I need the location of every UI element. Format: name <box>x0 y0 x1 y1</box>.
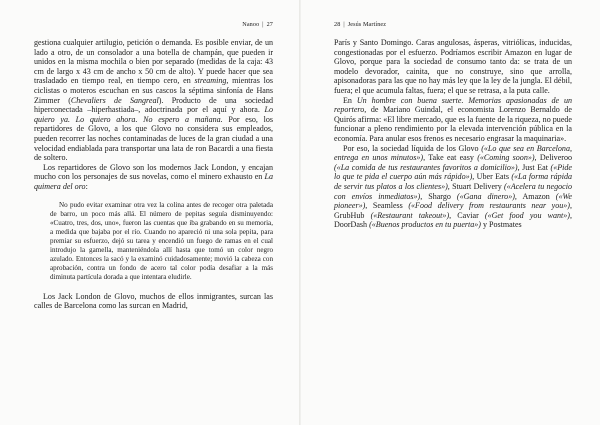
right-page <box>300 0 600 425</box>
right-paragraph-2: En Un hombre con buena suerte. Memorias apasionadas de un reportero, de Mariano Guindal, el economista Lorenzo Bernaldo de Quirós afirma: «El libre mercado, que es la fuente de la riqueza, no puede funcionar a pleno rendimiento por la elevada intervención pública en la economía. Para anular esos frenos es necesario engrasar la maquinaria». <box>334 95 573 143</box>
right-header-author: Jesús Martínez <box>347 21 387 28</box>
left-page-body <box>34 38 273 311</box>
block-quote-text: No pudo evitar examinar otra vez la colina antes de recoger otra paletada de barro, un poco más allá. El número de pepitas seguía disminuyendo: «Cuatro, tres, dos, uno», fueron las cuentas que iba grabando en su memoria, a medida que bajaba por el río. Cuando no apareció ni una sola pepita, para premiar su esfuerzo, dejó su tarea y encendió un fuego de ramas en el cual introdujo la gamella, manteniéndola allí hasta que tomó un color negro azulado. Entonces la sacó y la examinó cuidadosamente; movió la cabeza con aprobación, contra un fondo de acero tal color podía desafiar a la más diminuta partícula dorada a que intentara eludirle. <box>50 200 273 281</box>
right-running-header <box>334 21 386 28</box>
right-paragraph-3: Por eso, la sociedad líquida de los Glovo («Lo que sea en Barcelona, entrega en unos minutos»), Take eat easy («Coming soon»), Deliveroo («La comida de tus restaurantes favoritos a domicilio»), Just Eat («Pide lo que te pida el cuerpo aún más rápido»), Uber Eats («La forma rápida de servir tus platos a los clientes»), Stuart Delivery («Acelera tu negocio con envíos inmediatos»), Shargo («Gana dinero»), Amazon («We pioneer»), Seamless («Food delivery from restaurants near you»), GrubHub («Restaurant takeout»), Caviar («Get food you want»), DoorDash («Buenos productos en tu puerta») y Postmates <box>334 143 573 230</box>
left-running-header <box>242 21 273 28</box>
right-page-body <box>334 38 572 230</box>
right-page-number: 28 <box>334 21 341 28</box>
left-paragraph-closing: Los Jack London de Glovo, muchos de ellos inmigrantes, surcan las calles de Barcelona como las surcan en Madrid, <box>34 291 273 311</box>
left-header-title: Nanoo <box>242 21 260 28</box>
left-header-separator: | <box>262 21 264 28</box>
left-page-number: 27 <box>266 21 273 28</box>
right-header-separator: | <box>343 21 345 28</box>
block-quote <box>34 201 273 282</box>
left-paragraph-1: gestiona cualquier artilugio, petición o demanda. Es posible enviar, de un lado a otro, de un consolador a una botella de champán, que pueden ir unidos en la misma mochila o bien por separado (medidas de la caja: 43 cm de largo x 43 cm de ancho x 50 cm de alto). Y puede hacer que sea trasladado en tiempo real, en tiempo cero, en streaming, mientras los ciclistas o moteros escuchan en sus cascos la séptima sinfonía de Hans Zimmer (Chevaliers de Sangreal). Producto de una sociedad hiperconectada –hiperhastiada–, adoctrinada por el aquí y ahora. Lo quiero ya. Lo quiero ahora. No espero a mañana. Por eso, los repartidores de Glovo, a los que Glovo no considera sus empleados, pueden recorrer las noches contaminadas de luces de la gran ciudad a una velocidad endiablada para transportar una lata de ron Bacardi a una fiesta de soltero. <box>34 38 274 163</box>
right-paragraph-1: París y Santo Domingo. Caras angulosas, ásperas, vitriólicas, inducidas, congestionadas por el esfuerzo. Podríamos escribir Amazon en lugar de Glovo, porque para la sociedad de consumo tanto da: se trata de un modelo devorador, cainita, que no construye, sino que arrolla, apisonadoras para las que no hay más ley que la ley de la jungla. El débil, fuera; el que acumula faltas, fuera; el que se retrasa, a la puta calle. <box>334 38 572 95</box>
left-paragraph-2: Los repartidores de Glovo son los modernos Jack London, y encajan mucho con los personajes de sus novelas, como el minero exhausto en La quimera del oro: <box>34 162 273 191</box>
